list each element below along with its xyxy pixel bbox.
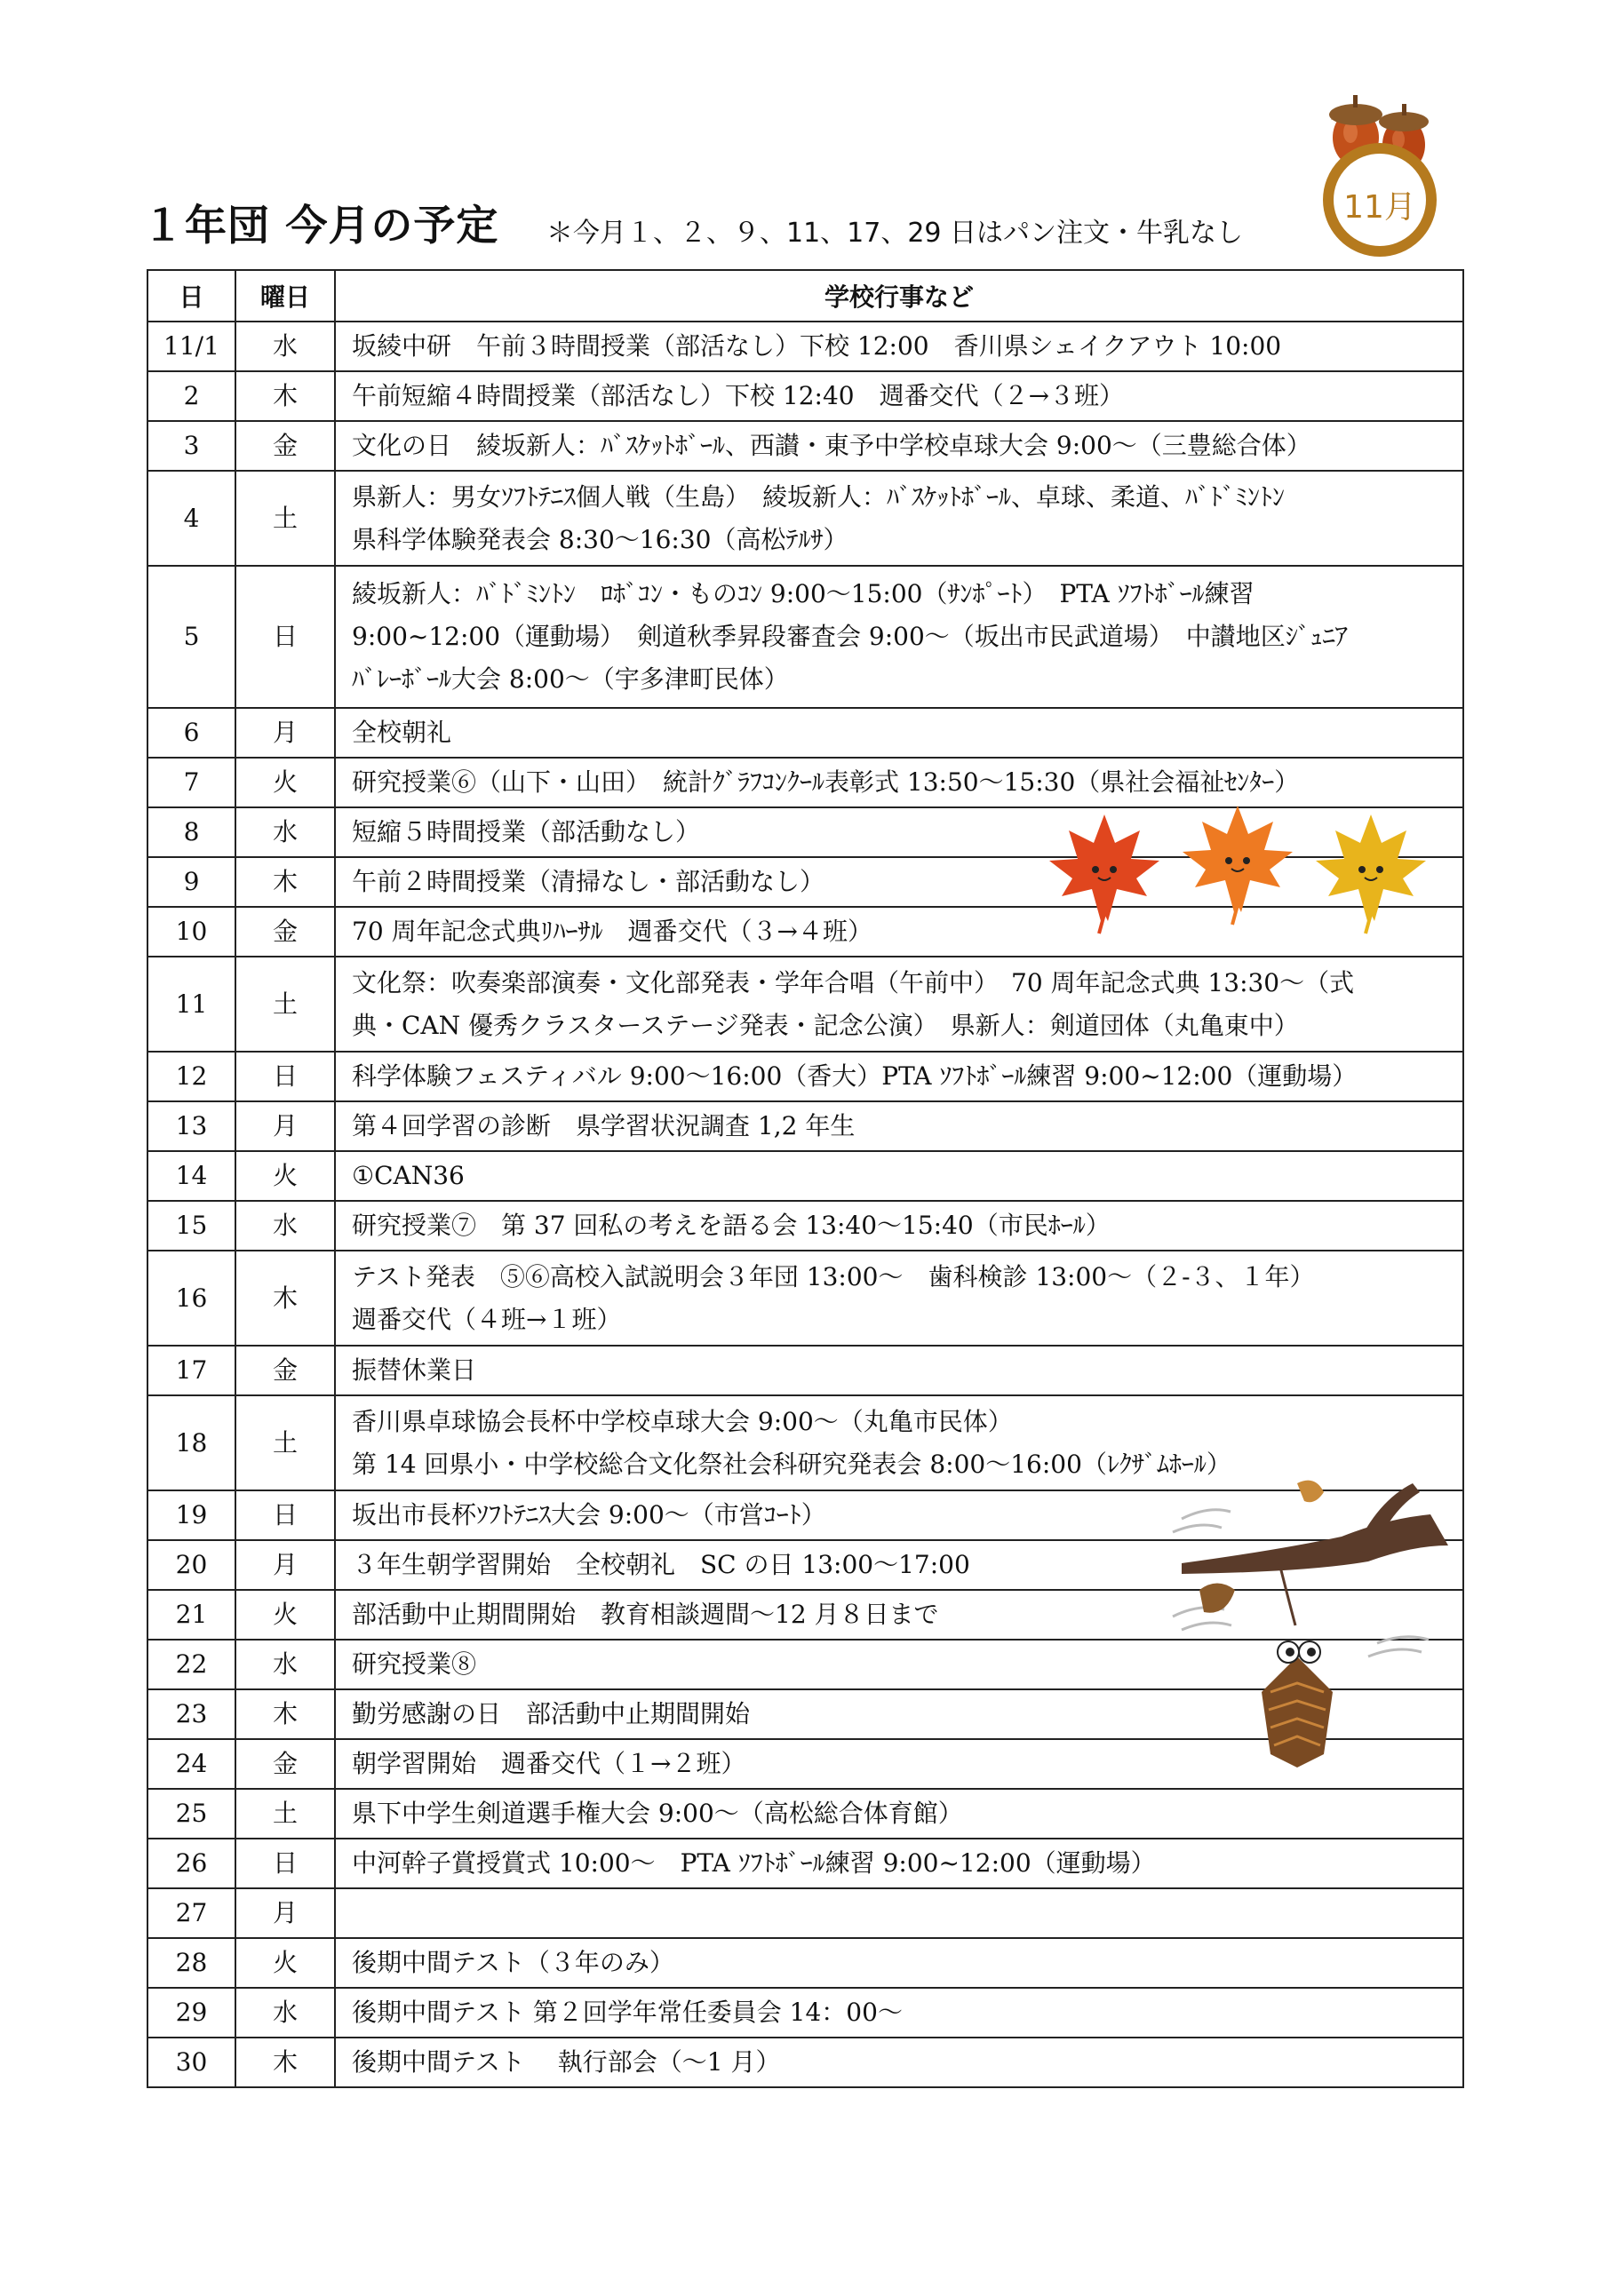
- weekday-cell: 木: [235, 371, 335, 421]
- events-cell: 研究授業⑧: [335, 1640, 1463, 1689]
- day-cell: 2: [147, 371, 235, 421]
- day-cell: 24: [147, 1739, 235, 1789]
- table-row: [147, 566, 1463, 708]
- day-cell: 14: [147, 1151, 235, 1201]
- table-row: [147, 758, 1463, 807]
- day-cell: 16: [147, 1251, 235, 1346]
- events-cell: 70 周年記念式典ﾘﾊｰｻﾙ 週番交代（３→４班）: [335, 907, 1463, 957]
- table-row: [147, 371, 1463, 421]
- day-cell: 13: [147, 1101, 235, 1151]
- events-cell: 第４回学習の診断 県学習状況調査 1,2 年生: [335, 1101, 1463, 1151]
- day-cell: 19: [147, 1490, 235, 1540]
- weekday-cell: 金: [235, 1346, 335, 1395]
- weekday-cell: 木: [235, 857, 335, 907]
- events-cell: 坂綾中研 午前３時間授業（部活なし）下校 12:00 香川県シェイクアウト 10:00: [335, 322, 1463, 371]
- weekday-cell: 金: [235, 1739, 335, 1789]
- column-header-day: 日: [147, 270, 235, 322]
- table-row: [147, 1590, 1463, 1640]
- weekday-cell: 土: [235, 1395, 335, 1490]
- weekday-cell: 土: [235, 957, 335, 1052]
- weekday-cell: 月: [235, 1540, 335, 1590]
- day-cell: 12: [147, 1052, 235, 1101]
- weekday-cell: 火: [235, 758, 335, 807]
- events-cell: 研究授業⑦ 第 37 回私の考えを語る会 13:40～15:40（市民ﾎｰﾙ）: [335, 1201, 1463, 1251]
- day-cell: 21: [147, 1590, 235, 1640]
- table-row: [147, 857, 1463, 907]
- weekday-cell: 月: [235, 708, 335, 758]
- events-cell: 県下中学生剣道選手権大会 9:00～（高松総合体育館）: [335, 1789, 1463, 1839]
- events-cell: 午前短縮４時間授業（部活なし）下校 12:40 週番交代（２→３班）: [335, 371, 1463, 421]
- table-row: [147, 1395, 1463, 1490]
- events-cell: 午前２時間授業（清掃なし・部活動なし）: [335, 857, 1463, 907]
- table-row: [147, 1839, 1463, 1888]
- events-cell: 研究授業⑥（山下・山田） 統計ｸﾞﾗﾌｺﾝｸｰﾙ表彰式 13:50～15:30（県社会福祉ｾﾝﾀｰ）: [335, 758, 1463, 807]
- table-row: [147, 1938, 1463, 1988]
- day-cell: 11: [147, 957, 235, 1052]
- events-cell: 科学体験フェスティバル 9:00～16:00（香大）PTA ｿﾌﾄﾎﾞｰﾙ練習 9:00~12:00（運動場）: [335, 1052, 1463, 1101]
- day-cell: 9: [147, 857, 235, 907]
- table-row: [147, 1052, 1463, 1101]
- column-header-events: 学校行事など: [335, 270, 1463, 322]
- day-cell: 17: [147, 1346, 235, 1395]
- weekday-cell: 日: [235, 1490, 335, 1540]
- weekday-cell: 火: [235, 1151, 335, 1201]
- day-cell: 23: [147, 1689, 235, 1739]
- events-cell: 文化の日 綾坂新人：ﾊﾞｽｹｯﾄﾎﾞｰﾙ、西讃・東予中学校卓球大会 9:00～（三豊総合体）: [335, 421, 1463, 471]
- weekday-cell: 水: [235, 807, 335, 857]
- events-cell: 中河幹子賞授賞式 10:00～ PTA ｿﾌﾄﾎﾞｰﾙ練習 9:00~12:00（運動場）: [335, 1839, 1463, 1888]
- schedule-body: [147, 322, 1463, 2087]
- day-cell: 10: [147, 907, 235, 957]
- schedule-table: [147, 269, 1464, 2088]
- weekday-cell: 水: [235, 1988, 335, 2038]
- weekday-cell: 水: [235, 1640, 335, 1689]
- weekday-cell: 火: [235, 1938, 335, 1988]
- day-cell: 6: [147, 708, 235, 758]
- table-row: [147, 1789, 1463, 1839]
- day-cell: 4: [147, 471, 235, 566]
- weekday-cell: 土: [235, 1789, 335, 1839]
- table-row: [147, 421, 1463, 471]
- table-row: [147, 1251, 1463, 1346]
- weekday-cell: 木: [235, 1251, 335, 1346]
- table-row: [147, 322, 1463, 371]
- month-badge-label: 11月: [1343, 189, 1416, 226]
- table-row: [147, 1540, 1463, 1590]
- day-cell: 20: [147, 1540, 235, 1590]
- day-cell: 29: [147, 1988, 235, 2038]
- events-cell: 文化祭：吹奏楽部演奏・文化部発表・学年合唱（午前中） 70 周年記念式典 13:30～（式 典・CAN 優秀クラスターステージ発表・記念公演） 県新人：剣道団体（丸亀東中）: [335, 957, 1463, 1052]
- weekday-cell: 金: [235, 907, 335, 957]
- day-cell: 27: [147, 1888, 235, 1938]
- table-row: [147, 2038, 1463, 2087]
- weekday-cell: 水: [235, 322, 335, 371]
- events-cell: 部活動中止期間開始 教育相談週間～12 月８日まで: [335, 1590, 1463, 1640]
- table-row: [147, 1739, 1463, 1789]
- weekday-cell: 月: [235, 1101, 335, 1151]
- events-cell: ①CAN36: [335, 1151, 1463, 1201]
- events-cell: ３年生朝学習開始 全校朝礼 SC の日 13:00～17:00: [335, 1540, 1463, 1590]
- page-header: [142, 182, 1475, 262]
- table-row: [147, 1346, 1463, 1395]
- table-row: [147, 907, 1463, 957]
- events-cell: 振替休業日: [335, 1346, 1463, 1395]
- page-title: １年団 今月の予定: [142, 202, 499, 250]
- table-row: [147, 1640, 1463, 1689]
- day-cell: 26: [147, 1839, 235, 1888]
- table-row: [147, 1888, 1463, 1938]
- table-row: [147, 1490, 1463, 1540]
- day-cell: 25: [147, 1789, 235, 1839]
- events-cell: [335, 1888, 1463, 1938]
- events-cell: 県新人：男女ｿﾌﾄﾃﾆｽ個人戦（生島） 綾坂新人：ﾊﾞｽｹｯﾄﾎﾞｰﾙ、卓球、柔道、ﾊﾞﾄﾞﾐﾝﾄﾝ 県科学体験発表会 8:30～16:30（高松ﾃﾙｻ）: [335, 471, 1463, 566]
- header-note: ＊今月１、２、９、11、17、29 日はパン注文・牛乳なし: [546, 218, 1244, 249]
- day-cell: 7: [147, 758, 235, 807]
- day-cell: 15: [147, 1201, 235, 1251]
- table-row: [147, 957, 1463, 1052]
- events-cell: 朝学習開始 週番交代（１→２班）: [335, 1739, 1463, 1789]
- day-cell: 5: [147, 566, 235, 708]
- weekday-cell: 日: [235, 1052, 335, 1101]
- events-cell: 後期中間テスト 第２回学年常任委員会 14：00～: [335, 1988, 1463, 2038]
- day-cell: 3: [147, 421, 235, 471]
- events-cell: 坂出市長杯ｿﾌﾄﾃﾆｽ大会 9:00～（市営ｺｰﾄ）: [335, 1490, 1463, 1540]
- table-row: [147, 807, 1463, 857]
- weekday-cell: 火: [235, 1590, 335, 1640]
- table-row: [147, 1151, 1463, 1201]
- table-row: [147, 708, 1463, 758]
- weekday-cell: 水: [235, 1201, 335, 1251]
- events-cell: 後期中間テスト（３年のみ）: [335, 1938, 1463, 1988]
- table-header-row: [147, 270, 1463, 322]
- weekday-cell: 土: [235, 471, 335, 566]
- weekday-cell: 日: [235, 566, 335, 708]
- events-cell: 後期中間テスト 執行部会（～1 月）: [335, 2038, 1463, 2087]
- weekday-cell: 金: [235, 421, 335, 471]
- table-row: [147, 1201, 1463, 1251]
- weekday-cell: 月: [235, 1888, 335, 1938]
- day-cell: 28: [147, 1938, 235, 1988]
- day-cell: 11/1: [147, 322, 235, 371]
- table-row: [147, 1101, 1463, 1151]
- events-cell: 勤労感謝の日 部活動中止期間開始: [335, 1689, 1463, 1739]
- events-cell: 短縮５時間授業（部活動なし）: [335, 807, 1463, 857]
- weekday-cell: 日: [235, 1839, 335, 1888]
- day-cell: 8: [147, 807, 235, 857]
- weekday-cell: 木: [235, 1689, 335, 1739]
- day-cell: 18: [147, 1395, 235, 1490]
- month-badge: [1304, 93, 1455, 262]
- day-cell: 22: [147, 1640, 235, 1689]
- column-header-weekday: 曜日: [235, 270, 335, 322]
- events-cell: 全校朝礼: [335, 708, 1463, 758]
- events-cell: テスト発表 ⑤⑥高校入試説明会３年団 13:00～ 歯科検診 13:00～（２-３、１年） 週番交代（４班→１班）: [335, 1251, 1463, 1346]
- table-row: [147, 1689, 1463, 1739]
- table-row: [147, 1988, 1463, 2038]
- events-cell: 綾坂新人：ﾊﾞﾄﾞﾐﾝﾄﾝ ﾛﾎﾞｺﾝ・ものｺﾝ 9:00～15:00（ｻﾝﾎﾟｰﾄ） PTA ｿﾌﾄﾎﾞｰﾙ練習 9:00~12:00（運動場） 剣道秋季昇段審査会 9:00～（坂出市民武道場） 中讃地区ｼﾞｭﾆｱ ﾊﾞﾚｰﾎﾞｰﾙ大会 8:00～（宇多津町民体）: [335, 566, 1463, 708]
- day-cell: 30: [147, 2038, 235, 2087]
- events-cell: 香川県卓球協会長杯中学校卓球大会 9:00～（丸亀市民体） 第 14 回県小・中学校総合文化祭社会科研究発表会 8:00～16:00（ﾚｸｻﾞﾑﾎｰﾙ）: [335, 1395, 1463, 1490]
- weekday-cell: 木: [235, 2038, 335, 2087]
- table-row: [147, 471, 1463, 566]
